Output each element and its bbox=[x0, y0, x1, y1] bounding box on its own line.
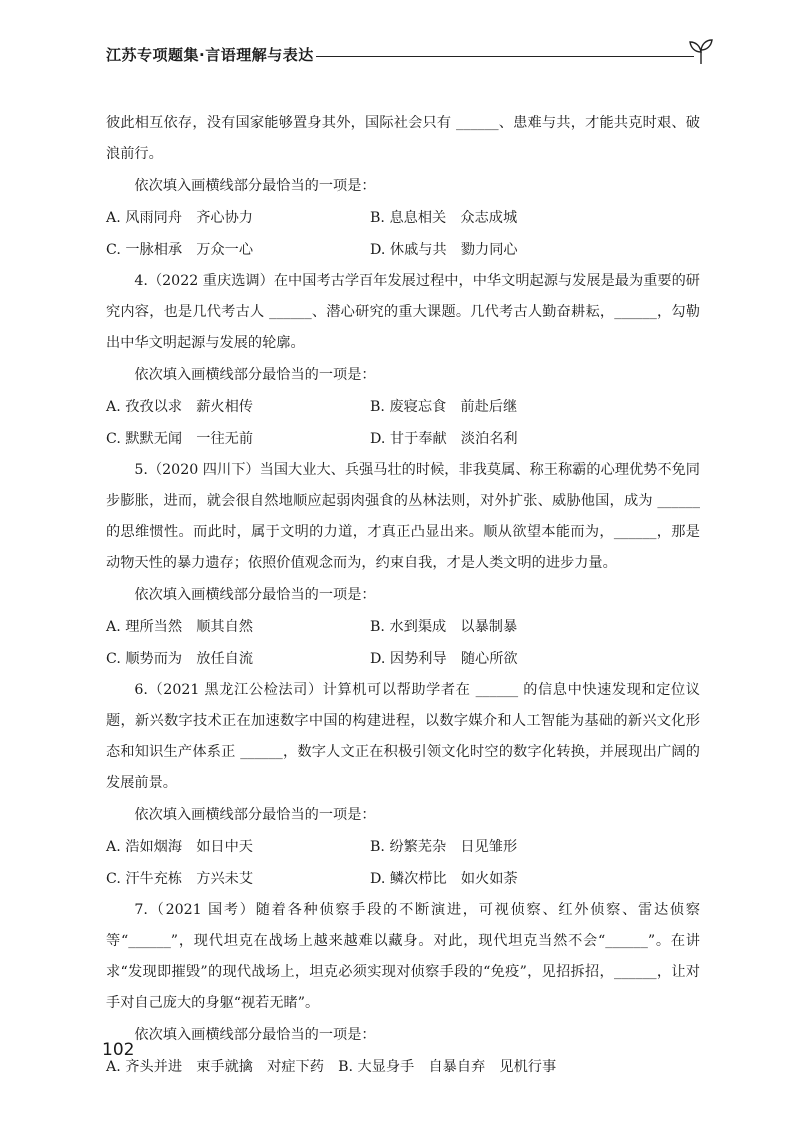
question-stem: 彼此相互依存，没有国家能够置身其外，国际社会只有 ______、患难与共，才能共克时艰、破浪前行。 bbox=[106, 115, 700, 162]
question-stem: 6.（2021 黑龙江公检法司）计算机可以帮助学者在 ______ 的信息中快速发现和定位议题，新兴数字技术正在加速数字中国的构建进程，以数字媒介和人工智能为基础的新兴文化形态和知识生产体系正 ______，数字人文正在积极引领文化时空的数字化转换，并展现出广阔的发展前景。 bbox=[106, 682, 700, 791]
question-prompt: 依次填入画横线部分最恰当的一项是： bbox=[134, 367, 376, 383]
question-5 bbox=[106, 455, 700, 675]
option-a-b: A. 齐头并进 束手就擒 对症下药 B. 大显身手 自暴自弃 见机行事 bbox=[106, 1059, 557, 1075]
option-a: A. 浩如烟海 如日中天 bbox=[106, 839, 253, 855]
option-list bbox=[106, 1051, 700, 1083]
option-b: B. 废寝忘食 前赴后继 bbox=[370, 399, 518, 415]
option-list bbox=[106, 611, 700, 675]
page-content bbox=[106, 108, 700, 1083]
option-list bbox=[106, 831, 700, 895]
question-7 bbox=[106, 895, 700, 1083]
option-d: D. 鳞次栉比 如火如荼 bbox=[370, 871, 518, 887]
question-prompt: 依次填入画横线部分最恰当的一项是： bbox=[134, 178, 376, 194]
option-list bbox=[106, 391, 700, 455]
question-prompt: 依次填入画横线部分最恰当的一项是： bbox=[134, 807, 376, 823]
option-c: C. 顺势而为 放任自流 bbox=[106, 651, 254, 667]
option-a: A. 理所当然 顺其自然 bbox=[106, 619, 253, 635]
question-prompt: 依次填入画横线部分最恰当的一项是： bbox=[134, 587, 376, 603]
option-c: C. 一脉相承 万众一心 bbox=[106, 242, 254, 258]
option-b: B. 息息相关 众志成城 bbox=[370, 210, 518, 226]
question-stem: 4.（2022 重庆选调）在中国考古学百年发展过程中，中华文明起源与发展是最为重要的研究内容，也是几代考古人 ______、潜心研究的重大课题。几代考古人勤奋耕耘，______，勾勒出中华文明起源与发展的轮廓。 bbox=[106, 273, 700, 351]
option-d: D. 休戚与共 勠力同心 bbox=[370, 242, 518, 258]
question-4 bbox=[106, 266, 700, 455]
option-b: B. 纷繁芜杂 日见雏形 bbox=[370, 839, 518, 855]
header-title: 江苏专项题集·言语理解与表达 bbox=[106, 46, 314, 64]
header-rule bbox=[316, 56, 694, 57]
question-stem: 7.（2021 国考）随着各种侦察手段的不断演进，可视侦察、红外侦察、雷达侦察等“______”，现代坦克在战场上越来越难以藏身。对此，现代坦克当然不会“______”。在讲求“发现即摧毁”的现代战场上，坦克必须实现对侦察手段的“免疫”，见招拆招，______，让对手对自己庞大的身躯“视若无睹”。 bbox=[106, 902, 700, 1011]
question-continued bbox=[106, 108, 700, 266]
question-6 bbox=[106, 675, 700, 895]
option-d: D. 甘于奉献 淡泊名利 bbox=[370, 431, 518, 447]
page-number: 102 bbox=[102, 1040, 135, 1060]
option-a: A. 孜孜以求 薪火相传 bbox=[106, 399, 253, 415]
option-c: C. 默默无闻 一往无前 bbox=[106, 431, 254, 447]
question-prompt: 依次填入画横线部分最恰当的一项是： bbox=[134, 1027, 376, 1043]
option-a: A. 风雨同舟 齐心协力 bbox=[106, 210, 253, 226]
sprout-icon bbox=[686, 36, 716, 66]
running-header bbox=[106, 42, 716, 72]
option-b: B. 水到渠成 以暴制暴 bbox=[370, 619, 518, 635]
option-d: D. 因势利导 随心所欲 bbox=[370, 651, 518, 667]
question-stem: 5.（2020 四川下）当国大业大、兵强马壮的时候，非我莫属、称王称霸的心理优势不免同步膨胀，进而，就会很自然地顺应起弱肉强食的丛林法则，对外扩张、威胁他国，成为 ______ 的思维惯性。而此时，属于文明的力道，才真正凸显出来。顺从欲望本能而为，______，那是动物天性的暴力遗存；依照价值观念而为，约束自我，才是人类文明的进步力量。 bbox=[106, 462, 700, 571]
option-list bbox=[106, 202, 700, 266]
option-c: C. 汗牛充栋 方兴未艾 bbox=[106, 871, 254, 887]
